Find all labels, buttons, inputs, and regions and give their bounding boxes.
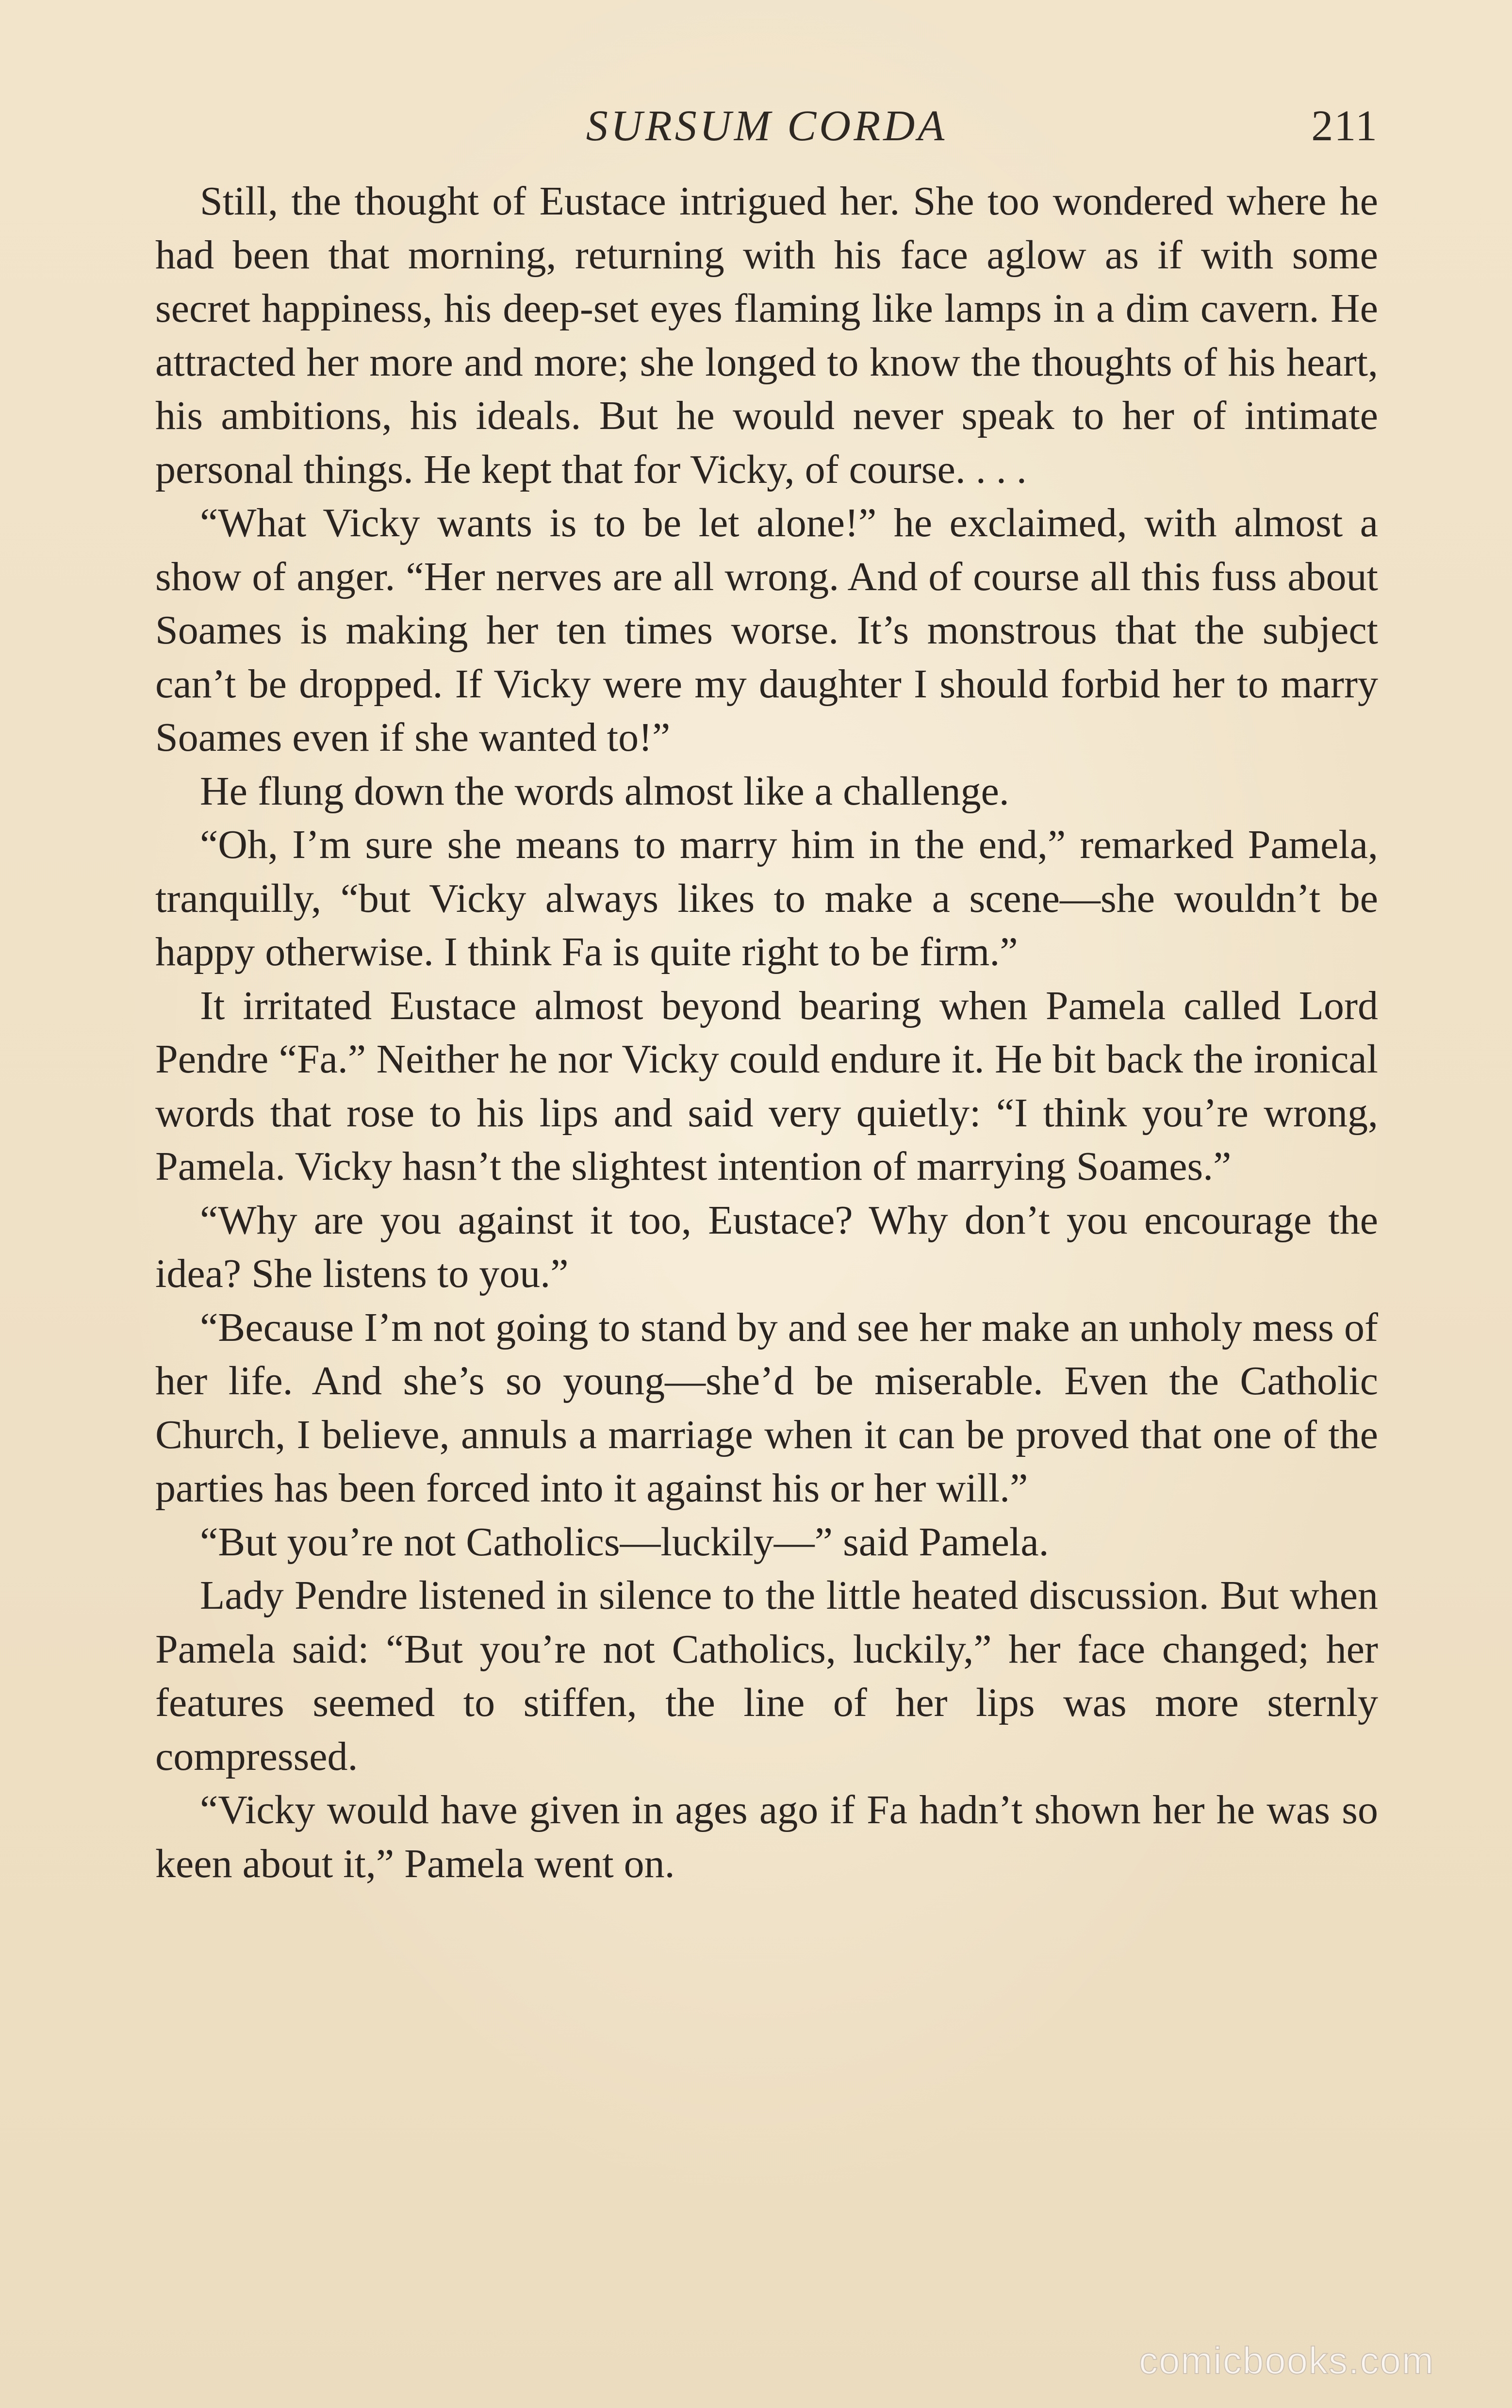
paragraph: “But you’re not Catholics—luckily—” said Pamela. <box>200 1519 1049 1565</box>
paragraph: “Because I’m not going to stand by and see her make an unholy mess of her life. And she’s so young—she’d be miserable. Even the Catholic Church, I believe, annuls a marriage when it can be proved that one of the parties has been forced into it against his or her will.” <box>155 1304 1378 1511</box>
page-number: 211 <box>1311 102 1378 150</box>
paragraph: “Why are you against it too, Eustace? Why don’t you encourage the idea? She listens to you.” <box>155 1197 1378 1296</box>
paragraph: It irritated Eustace almost beyond bearing when Pamela called Lord Pendre “Fa.” Neither he nor Vicky could endure it. He bit back the ironical words that rose to his lips and said very quietly: “I think you’re wrong, Pamela. Vicky hasn’t the slightest intention of marrying Soames.” <box>155 983 1378 1189</box>
paragraph: Still, the thought of Eustace intrigued her. She too wondered where he had been that morning, returning with his face aglow as if with some secret happiness, his deep-set eyes flaming like lamps in a dim cavern. He attracted her more and more; she longed to know the thoughts of his heart, his ambitions, his ideals. But he would never speak to her of intimate personal things. He kept that for Vicky, of course. . . . <box>155 179 1378 492</box>
paragraph: “Oh, I’m sure she means to marry him in the end,” remarked Pamela, tranquilly, “but Vicky always likes to make a scene—she wouldn’t be happy otherwise. I think Fa is quite right to be firm.” <box>155 822 1378 974</box>
watermark: comicbooks.com <box>1139 2339 1434 2382</box>
paragraph: He flung down the words almost like a challenge. <box>200 768 1009 814</box>
paragraph: Lady Pendre listened in silence to the little heated discussion. But when Pamela said: “But you’re not Catholics, luckily,” her face changed; her features seemed to stiffen, the line of her lips was more sternly compressed. <box>155 1573 1378 1779</box>
paragraph: “What Vicky wants is to be let alone!” he exclaimed, with almost a show of anger. “Her nerves are all wrong. And of course all this fuss about Soames is making her ten times worse. It’s monstrous that the subject can’t be dropped. If Vicky were my daughter I should forbid her to marry Soames even if she wanted to!” <box>155 500 1378 760</box>
running-head <box>155 82 1378 150</box>
running-title: SURSUM CORDA <box>586 102 948 150</box>
body-text <box>155 175 1378 1891</box>
paragraph: “Vicky would have given in ages ago if Fa hadn’t shown her he was so keen about it,” Pamela went on. <box>155 1787 1378 1886</box>
